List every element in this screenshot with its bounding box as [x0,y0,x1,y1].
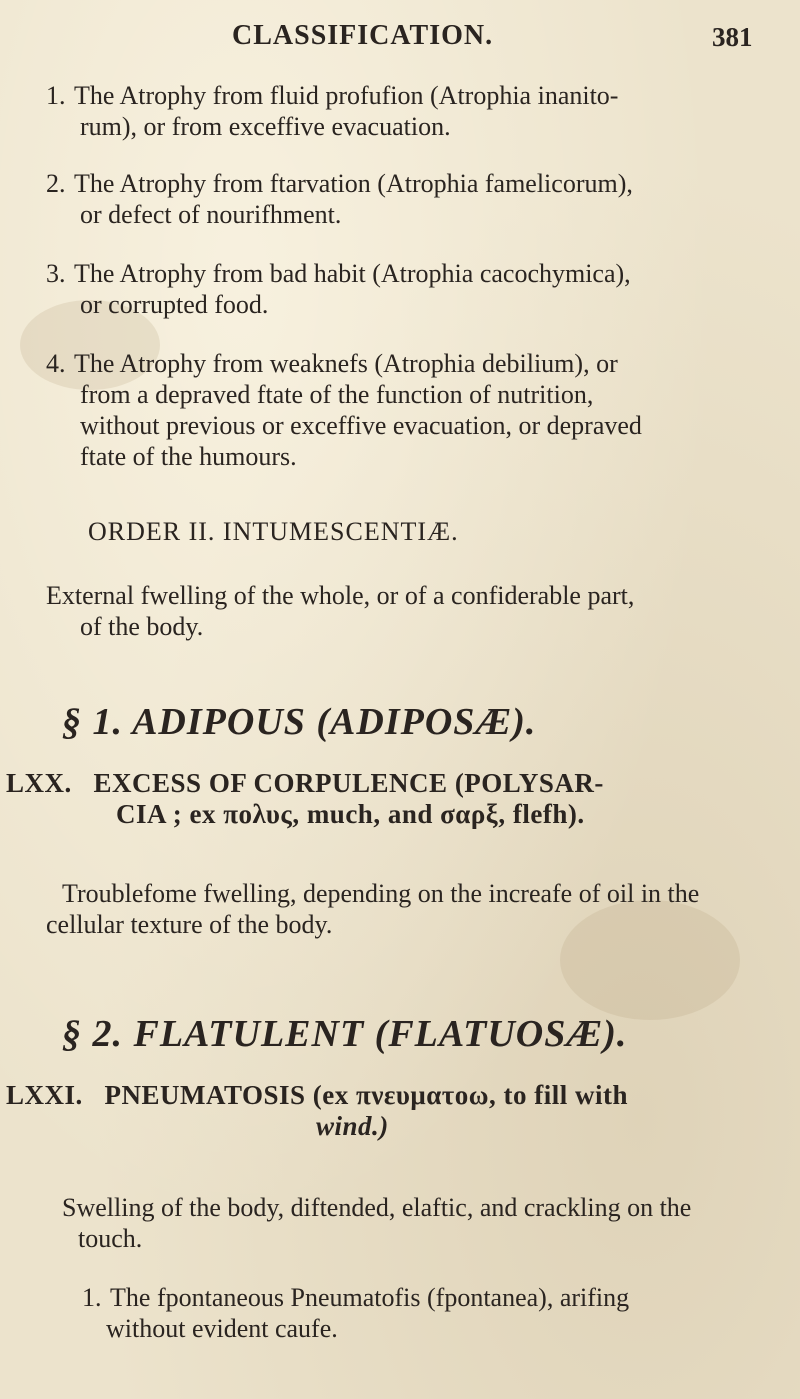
genus-number: LXX. [6,768,72,798]
species-text-line: without evident caufe. [106,1314,338,1343]
genus-lxxi [6,1080,628,1142]
page-header [0,18,800,58]
species-entry-4 [46,348,642,472]
description-line: of the body. [80,612,204,641]
species-text-line: without previous or exceffive evacuation, or depraved [80,411,642,440]
species-text-line: The Atrophy from fluid profufion (Atrophia inanito- [74,81,619,110]
species-number: 2. [46,169,66,198]
order-description [46,580,634,642]
description-line: External fwelling of the whole, or of a confiderable part, [46,581,635,610]
species-text-line: from a depraved ftate of the function of nutrition, [80,380,594,409]
species-number: 1. [82,1283,102,1312]
species-entry-1 [46,80,618,142]
description-line: touch. [78,1224,143,1253]
genus-title-line: CIA ; ex πολυς, much, and σαρξ, flefh). [116,799,585,829]
order-heading: ORDER II. INTUMESCENTIÆ. [88,517,459,546]
species-number: 4. [46,349,66,378]
species-entry-pneumatosis-1 [82,1282,629,1344]
species-text-line: rum), or from exceffive evacuation. [80,112,451,141]
species-text-line: ftate of the humours. [80,442,297,471]
description-line: Swelling of the body, diftended, elaftic, and crackling on the [62,1193,692,1222]
genus-number: LXXI. [6,1080,83,1110]
description-line: Troublefome fwelling, depending on the increafe of oil in the [62,879,700,908]
species-text-line: or corrupted food. [80,290,269,319]
description-line: cellular texture of the body. [46,910,333,939]
species-entry-2 [46,168,633,230]
genus-lxxi-description [62,1192,691,1254]
genus-lxx-description [46,878,700,940]
species-text-line: The Atrophy from bad habit (Atrophia cacochymica), [74,259,631,288]
genus-title-line: PNEUMATOSIS (ex πνευματοω, to fill with [104,1080,628,1110]
species-text-line: The fpontaneous Pneumatofis (fpontanea), arifing [110,1283,630,1312]
genus-lxx [6,768,604,830]
page-number: 381 [712,22,753,52]
species-text-line: or defect of nourifhment. [80,200,342,229]
species-text-line: The Atrophy from weaknefs (Atrophia debilium), or [74,349,618,378]
section-heading-2: § 2. FLATULENT (FLATUOSÆ). [62,1013,628,1055]
running-head: CLASSIFICATION. [232,20,494,51]
section-heading-1: § 1. ADIPOUS (ADIPOSÆ). [62,701,537,743]
species-text-line: The Atrophy from ftarvation (Atrophia famelicorum), [74,169,633,198]
species-number: 1. [46,81,66,110]
genus-title-line: wind.) [316,1111,389,1141]
species-number: 3. [46,259,66,288]
genus-title-line: EXCESS OF CORPULENCE (POLYSAR- [93,768,604,798]
species-entry-3 [46,258,631,320]
